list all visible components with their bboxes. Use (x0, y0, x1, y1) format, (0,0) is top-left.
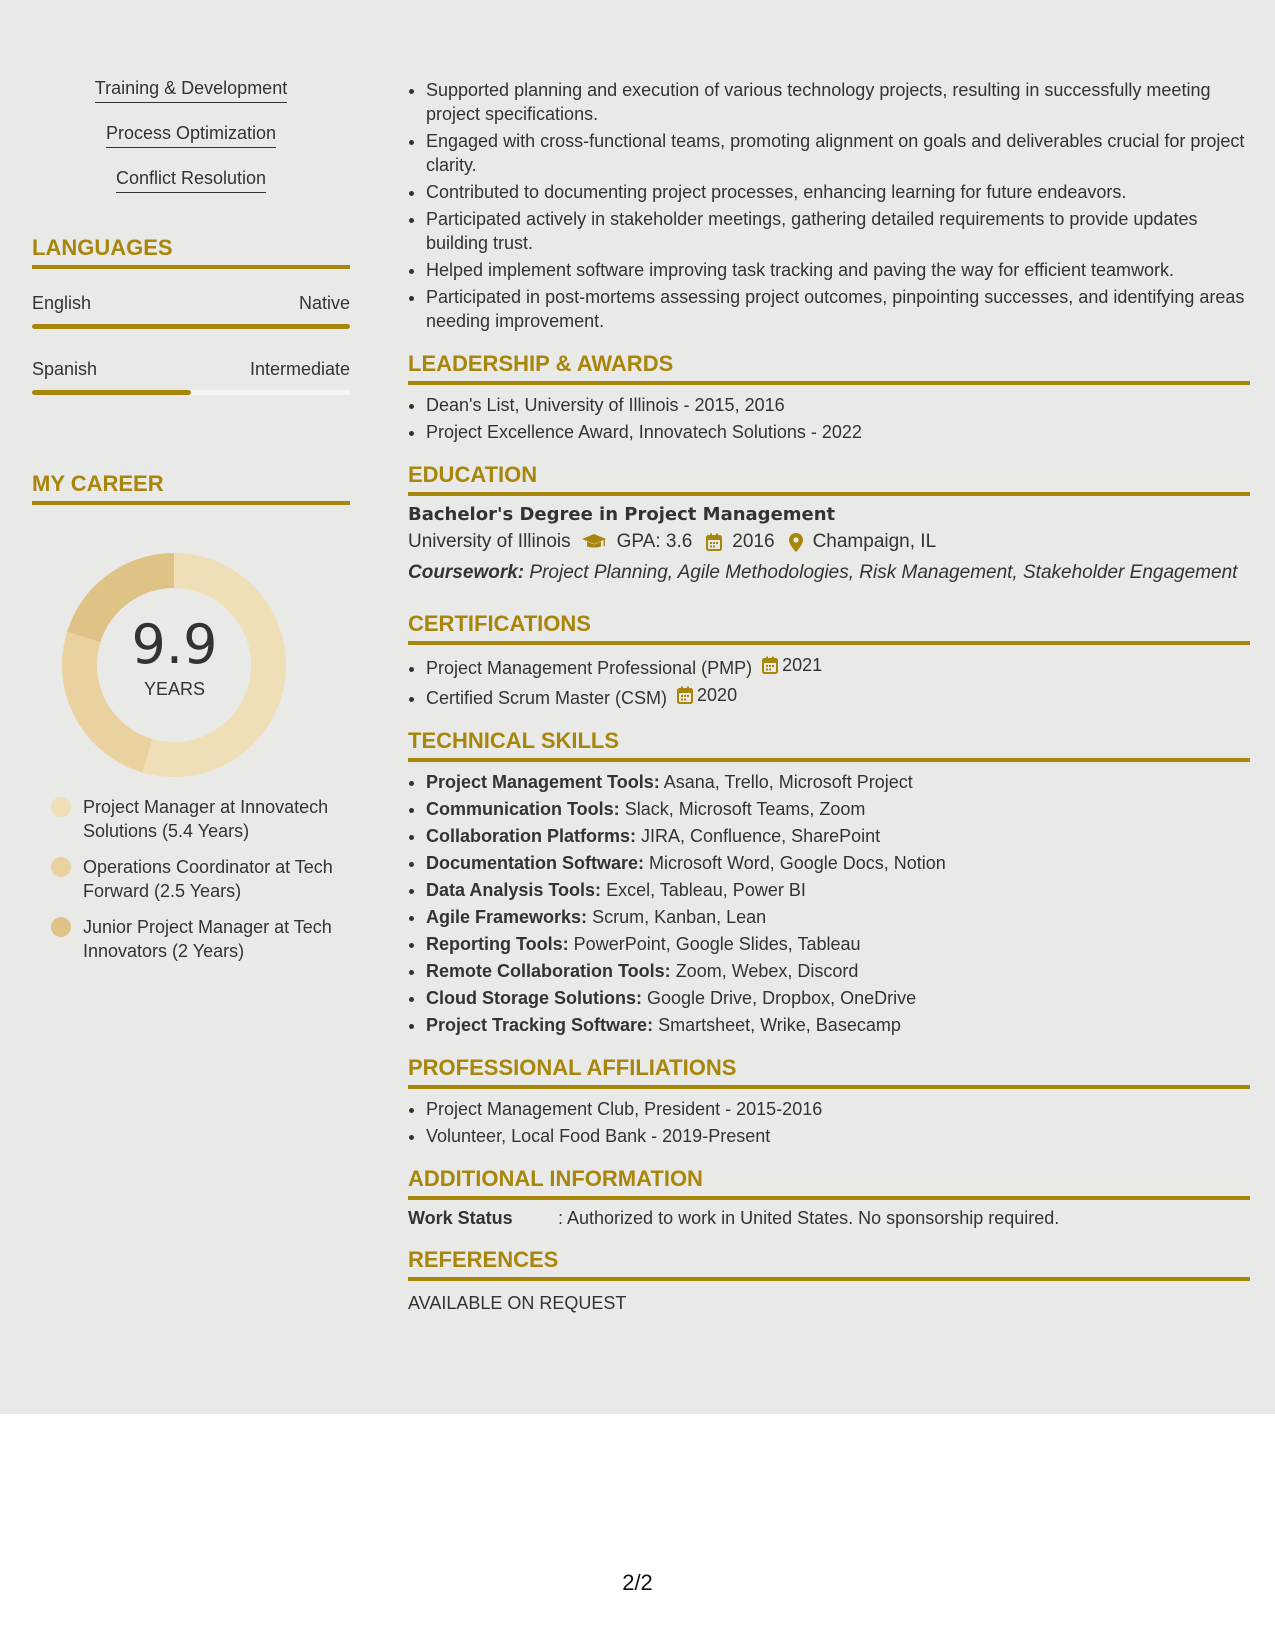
skill-values: Slack, Microsoft Teams, Zoom (624, 799, 866, 819)
certification-name: Certified Scrum Master (CSM) (426, 688, 668, 708)
skill-values: Smartsheet, Wrike, Basecamp (658, 1015, 901, 1035)
list-item: • Participated in post-mortems assessing project outcomes, pinpointing successes, and identifying areas needing improvement. (426, 285, 1250, 333)
work-status-row (408, 1208, 1250, 1229)
education-section (408, 462, 1250, 585)
page-number: 2/2 (622, 1570, 653, 1595)
skill-tag (32, 123, 350, 148)
list-item (426, 932, 1250, 956)
work-status-label: Work Status (408, 1208, 513, 1228)
skill-category: Agile Frameworks: (426, 907, 588, 927)
leadership-section (408, 351, 1250, 444)
list-item: • Dean's List, University of Illinois - 2015, 2016 (426, 393, 1250, 417)
list-item: • Project Excellence Award, Innovatech Solutions - 2022 (426, 420, 1250, 444)
language-bar (32, 324, 350, 329)
legend-label: Junior Project Manager at Tech Innovators (2 Years) (83, 917, 332, 961)
references-section (408, 1247, 1250, 1314)
legend-label: Operations Coordinator at Tech Forward (2.5 Years) (83, 857, 333, 901)
education-location: Champaign, IL (812, 531, 937, 552)
certification-name: Project Management Professional (PMP) (426, 658, 753, 678)
graduation-cap-icon (581, 533, 607, 551)
skill-tag-label: Conflict Resolution (116, 168, 266, 193)
references-text: AVAILABLE ON REQUEST (408, 1293, 627, 1313)
list-item: • Project Management Club, President - 2015-2016 (426, 1097, 1250, 1121)
list-item (426, 986, 1250, 1010)
list-item (426, 878, 1250, 902)
section-heading: PROFESSIONAL AFFILIATIONS (408, 1055, 1250, 1089)
list-item: • Participated actively in stakeholder meetings, gathering detailed requirements to provide updates building trust. (426, 207, 1250, 255)
skill-category: Reporting Tools: (426, 934, 569, 954)
list-item (426, 770, 1250, 794)
list-item (426, 959, 1250, 983)
skill-category: Collaboration Platforms: (426, 826, 637, 846)
left-column (32, 78, 350, 975)
section-heading: TECHNICAL SKILLS (408, 728, 1250, 762)
coursework (408, 561, 1250, 585)
calendar-icon (706, 533, 722, 551)
location-pin-icon (789, 533, 803, 552)
work-status-value: : Authorized to work in United States. No sponsorship required. (558, 1208, 1060, 1228)
legend-label: Project Manager at Innovatech Solutions (5.4 Years) (83, 797, 329, 841)
certifications-section (408, 611, 1250, 710)
language-bar-fill (32, 390, 191, 395)
skill-tag-label: Training & Development (95, 78, 287, 103)
coursework-text: Project Planning, Agile Methodologies, Risk Management, Stakeholder Engagement (529, 562, 1238, 583)
affiliations-section (408, 1055, 1250, 1148)
list-item: • Volunteer, Local Food Bank - 2019-Present (426, 1124, 1250, 1148)
section-heading: REFERENCES (408, 1247, 1250, 1281)
skill-category: Project Tracking Software: (426, 1015, 654, 1035)
career-unit: YEARS (143, 679, 206, 699)
skill-category: Remote Collaboration Tools: (426, 961, 671, 981)
skill-values: Zoom, Webex, Discord (675, 961, 859, 981)
list-item (426, 653, 1250, 680)
language-bar (32, 390, 350, 395)
legend-item (32, 795, 350, 843)
language-name: Spanish (32, 359, 98, 379)
skill-values: Scrum, Kanban, Lean (592, 907, 767, 927)
skill-tag (32, 78, 350, 103)
list-item (426, 851, 1250, 875)
career-total: 9.9 (131, 613, 218, 676)
languages-heading: LANGUAGES (32, 235, 350, 269)
career-heading: MY CAREER (32, 471, 350, 505)
career-legend (32, 795, 350, 963)
skill-category: Documentation Software: (426, 853, 645, 873)
certification-year: 2021 (782, 655, 823, 675)
list-item: • Supported planning and execution of various technology projects, resulting in successfully meeting project specifications. (426, 78, 1250, 126)
certification-year: 2020 (697, 685, 738, 705)
skill-values: Asana, Trello, Microsoft Project (663, 772, 913, 792)
language-name: English (32, 293, 92, 313)
list-item (426, 1013, 1250, 1037)
additional-info-section (408, 1166, 1250, 1229)
language-item (32, 293, 350, 329)
technical-skills-section (408, 728, 1250, 1037)
degree-title: Bachelor's Degree in Project Management (408, 504, 836, 525)
list-item (426, 905, 1250, 929)
skill-category: Communication Tools: (426, 799, 620, 819)
list-item: • Contributed to documenting project processes, enhancing learning for future endeavors. (426, 180, 1250, 204)
education-details (408, 531, 1250, 553)
list-item: • Helped implement software improving task tracking and paving the way for efficient teamwork. (426, 258, 1250, 282)
list-item (426, 824, 1250, 848)
section-heading: ADDITIONAL INFORMATION (408, 1166, 1250, 1200)
career-donut (32, 547, 350, 787)
language-bar-fill (32, 324, 350, 329)
list-item: • Engaged with cross-functional teams, promoting alignment on goals and deliverables crucial for project clarity. (426, 129, 1250, 177)
list-item (426, 797, 1250, 821)
skill-values: JIRA, Confluence, SharePoint (641, 826, 881, 846)
calendar-icon (677, 686, 693, 704)
right-column (408, 78, 1250, 1314)
skill-values: Google Drive, Dropbox, OneDrive (647, 988, 917, 1008)
list-item (426, 683, 1250, 710)
skill-values: PowerPoint, Google Slides, Tableau (573, 934, 861, 954)
skill-category: Project Management Tools: (426, 772, 660, 792)
school-name: University of Illinois (408, 531, 571, 552)
language-level: Native (298, 293, 350, 313)
coursework-label: Coursework: (408, 562, 525, 583)
experience-bullets (408, 78, 1250, 333)
gpa: GPA: 3.6 (616, 531, 693, 552)
legend-dot (51, 917, 71, 937)
legend-item (32, 855, 350, 903)
language-level: Intermediate (249, 359, 350, 379)
skill-tag (32, 168, 350, 193)
graduation-year: 2016 (732, 531, 775, 552)
skill-tag-label: Process Optimization (106, 123, 276, 148)
skill-values: Microsoft Word, Google Docs, Notion (649, 853, 946, 873)
language-item (32, 359, 350, 395)
section-heading: CERTIFICATIONS (408, 611, 1250, 645)
section-heading: EDUCATION (408, 462, 1250, 496)
skill-values: Excel, Tableau, Power BI (606, 880, 806, 900)
legend-dot (51, 857, 71, 877)
legend-item (32, 915, 350, 963)
skill-category: Cloud Storage Solutions: (426, 988, 642, 1008)
legend-dot (51, 797, 71, 817)
calendar-icon (762, 656, 778, 674)
skill-category: Data Analysis Tools: (426, 880, 602, 900)
section-heading: LEADERSHIP & AWARDS (408, 351, 1250, 385)
